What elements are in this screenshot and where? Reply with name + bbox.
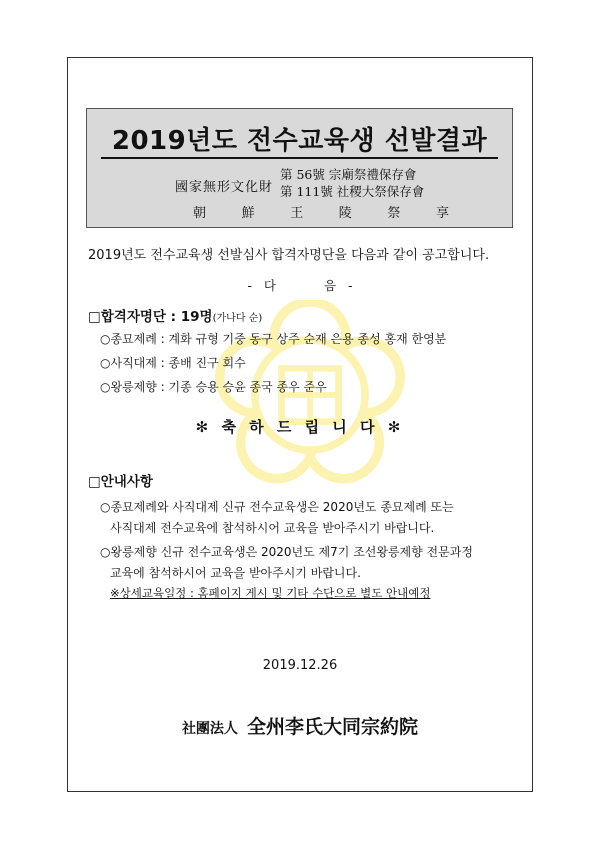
guide-line: 교육에 참석하시어 교육을 받아주시기 바랍니다. xyxy=(110,566,361,580)
signature-prefix: 社團法人 xyxy=(181,721,238,737)
passers-line: ○종묘제례 : 계화 규형 기중 동구 상주 순재 은용 종성 홍재 한영분 xyxy=(100,332,447,346)
passers-heading-text: □합격자명단 : 19명 xyxy=(88,309,213,325)
dagum-dash: - xyxy=(348,278,353,293)
org-bottom-char: 王 xyxy=(290,206,304,221)
dagum-char: 음 xyxy=(323,278,337,293)
page-title: 2019년도 전수교육생 선발결과 xyxy=(111,126,488,156)
org-bottom-char: 鮮 xyxy=(241,206,255,221)
org-bottom-char: 享 xyxy=(435,206,449,221)
org-bottom-char: 陵 xyxy=(338,206,352,221)
dagum-char: 다 xyxy=(263,278,276,293)
guide-line: ○왕릉제향 신규 전수교육생은 2020년도 제7기 조선왕릉제향 전문과정 xyxy=(100,545,473,559)
passers-heading-note: (가나다 순) xyxy=(212,313,263,324)
signature-name: 全州李氏大同宗約院 xyxy=(247,716,419,738)
guide-note: ※상세교육일정 : 홈페이지 게시 및 기타 수단으로 별도 안내예정 xyxy=(110,586,431,600)
title-box xyxy=(86,108,513,228)
title-underline xyxy=(101,157,498,159)
org-names xyxy=(280,166,424,200)
passers-line: ○사직대제 : 종배 진구 회수 xyxy=(100,356,246,370)
dagum-dash: - xyxy=(247,278,252,293)
intro-text: 2019년도 전수교육생 선발심사 합격자명단을 다음과 같이 공고합니다. xyxy=(88,248,490,263)
passers-heading xyxy=(88,305,262,325)
signature xyxy=(0,712,600,739)
guide-line: 사직대제 전수교육에 참석하시어 교육을 받아주시기 바랍니다. xyxy=(110,521,435,535)
guide-line: ○종묘제례와 사직대제 신규 전수교육생은 2020년도 종묘제례 또는 xyxy=(100,500,454,514)
org-bottom-char: 朝 xyxy=(193,206,207,221)
org-line-1: 第 56號 宗廟祭禮保存會 xyxy=(280,167,417,182)
dagum-heading xyxy=(0,276,600,294)
document-date: 2019.12.26 xyxy=(262,658,338,673)
guide-heading: □안내사항 xyxy=(88,474,153,490)
org-line-2: 第 111號 社稷大祭保存會 xyxy=(280,184,425,199)
congrats-text: ✻ 축 하 드 립 니 다 ✻ xyxy=(195,418,405,436)
org-category: 國家無形文化財 xyxy=(175,180,274,195)
org-bottom-line xyxy=(193,202,449,221)
passers-line: ○왕릉제향 : 기종 승용 승윤 종국 종우 준우 xyxy=(100,380,327,394)
org-bottom-char: 祭 xyxy=(387,206,401,221)
